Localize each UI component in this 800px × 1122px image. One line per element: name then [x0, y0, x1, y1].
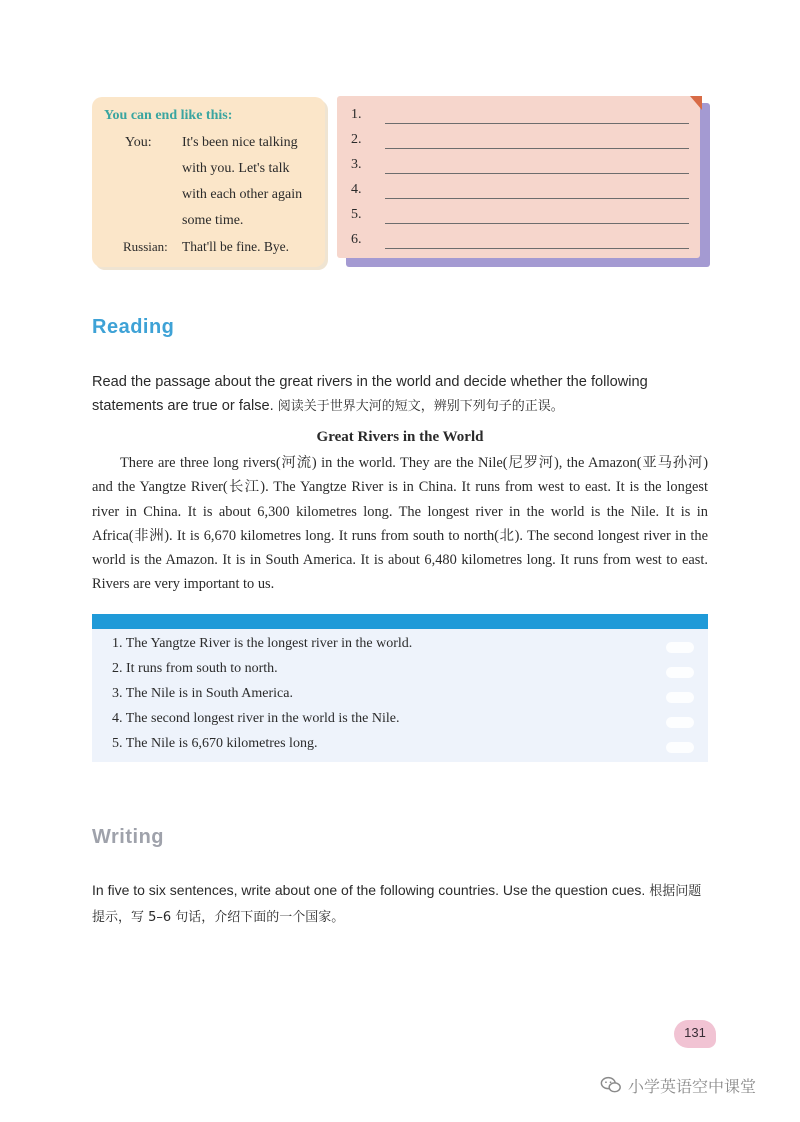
answer-blank[interactable]	[666, 717, 694, 728]
reading-instructions-en: Read the passage about the great rivers in the world and decide whether the following statements are true or false.	[92, 374, 648, 414]
dialogue-line: That'll be fine. Bye.	[182, 239, 290, 254]
writing-heading: Writing	[92, 826, 165, 848]
answer-blank[interactable]	[666, 692, 694, 703]
dialogue-line: some time.	[182, 213, 244, 228]
answer-line-number: 6.	[351, 232, 362, 247]
answer-blank[interactable]	[666, 742, 694, 753]
answer-line-rule	[385, 123, 689, 124]
dialogue-speaker-you: You:	[125, 135, 152, 150]
dialogue-line: with each other again	[182, 187, 303, 202]
dialogue-title: You can end like this:	[104, 108, 233, 123]
statement-item: 3. The Nile is in South America.	[112, 686, 293, 701]
statement-item: 4. The second longest river in the world is the Nile.	[112, 711, 400, 726]
answer-line-rule	[385, 223, 689, 224]
lined-box-corner-tab	[690, 96, 702, 110]
lined-answer-box	[337, 96, 700, 258]
answer-line-number: 4.	[351, 182, 362, 197]
answer-line-number: 5.	[351, 207, 362, 222]
reading-instructions-cn: 阅读关于世界大河的短文，辨别下列句子的正误。	[277, 399, 564, 414]
answer-line-rule	[385, 248, 689, 249]
answer-blank[interactable]	[666, 642, 694, 653]
writing-instructions-en: In five to six sentences, write about one of the following countries. Use the question cues.	[92, 882, 646, 898]
answer-line[interactable]	[351, 107, 689, 127]
answer-line[interactable]	[351, 182, 689, 202]
answer-blank[interactable]	[666, 667, 694, 678]
writing-instructions-cn: 根据问题提示，写 5–6 句话，介绍下面的一个国家。	[92, 884, 702, 925]
answer-line-rule	[385, 173, 689, 174]
statement-item: 5. The Nile is 6,670 kilometres long.	[112, 736, 318, 751]
watermark	[600, 1070, 756, 1100]
statements-header-bar	[92, 614, 708, 629]
answer-line-rule	[385, 198, 689, 199]
reading-passage	[92, 451, 708, 597]
answer-line-number: 1.	[351, 107, 362, 122]
reading-instructions	[92, 370, 712, 419]
answer-line-rule	[385, 148, 689, 149]
writing-instructions	[92, 878, 712, 930]
statement-item: 1. The Yangtze River is the longest river in the world.	[112, 636, 413, 651]
dialogue-speaker-russian: Russian:	[123, 239, 168, 254]
answer-line-number: 3.	[351, 157, 362, 172]
page-number: 131	[684, 1025, 706, 1040]
passage-title: Great Rivers in the World	[316, 429, 484, 445]
dialogue-line: with you. Let's talk	[182, 161, 290, 176]
answer-line[interactable]	[351, 132, 689, 152]
answer-line-number: 2.	[351, 132, 362, 147]
page-number-badge	[674, 1020, 716, 1048]
passage-paragraph: There are three long rivers(河流) in the world. They are the Nile(尼罗河), the Amazon(亚马孙河) and the Yangtze River(长江). The Yangtze River is in China. It runs from west to east. It is the longest river in China. It is about 6,300 kilometres long. The longest river in the world is the Nile. It is in Africa(非洲). It is 6,670 kilometres long. It runs from south to north(北). The second longest river in the world is the Amazon. It is in South America. It is about 6,480 kilometres long. It runs from west to east. Rivers are very important to us.	[92, 455, 708, 593]
watermark-text: 小学英语空中课堂	[628, 1076, 757, 1096]
reading-heading: Reading	[92, 316, 175, 338]
answer-line[interactable]	[351, 157, 689, 177]
statement-item: 2. It runs from south to north.	[112, 661, 278, 676]
dialogue-line: It's been nice talking	[182, 135, 298, 150]
answer-line[interactable]	[351, 207, 689, 227]
wechat-icon	[600, 1074, 622, 1096]
dialogue-box	[92, 97, 325, 267]
true-false-box	[92, 614, 708, 762]
answer-line[interactable]	[351, 232, 689, 252]
